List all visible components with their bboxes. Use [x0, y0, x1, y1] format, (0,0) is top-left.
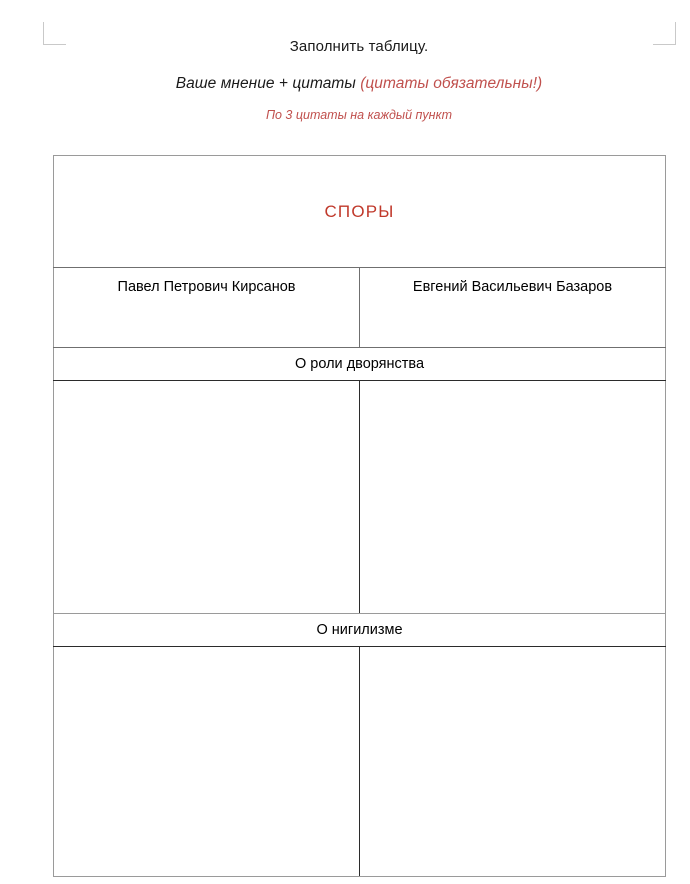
- table-title-cell: [54, 156, 666, 268]
- instruction-line-2: [53, 74, 665, 93]
- answer-text-nihilism-kirsanov[interactable]: [54, 647, 359, 876]
- answer-cell-nobility-bazarov[interactable]: [360, 381, 666, 614]
- answer-cell-nihilism-bazarov[interactable]: [360, 647, 666, 877]
- answer-text-nihilism-bazarov[interactable]: [360, 647, 665, 876]
- table-header-row: [54, 268, 666, 348]
- section-header-nihilism-label: О нигилизме: [316, 622, 403, 638]
- answer-cell-nobility-kirsanov[interactable]: [54, 381, 360, 614]
- table-title-row: [54, 156, 666, 268]
- debates-table: [53, 155, 666, 877]
- answer-cell-nihilism-kirsanov[interactable]: [54, 647, 360, 877]
- section-row-nobility: [54, 348, 666, 381]
- instruction-line-2-accent: (цитаты обязательны!): [360, 74, 543, 92]
- section-header-nihilism-cell: [54, 614, 666, 647]
- answer-text-nobility-kirsanov[interactable]: [54, 381, 359, 613]
- column-header-bazarov: [360, 268, 666, 348]
- section-header-nobility-label: О роли дворянства: [294, 356, 425, 372]
- instruction-line-2-plain: Ваше мнение + цитаты: [175, 74, 361, 92]
- column-header-kirsanov-label: Павел Петрович Кирсанов: [117, 279, 296, 295]
- instruction-line-3: По 3 цитаты на каждый пункт: [265, 108, 453, 123]
- instruction-line-1: Заполнить таблицу.: [289, 38, 429, 55]
- answer-text-nobility-bazarov[interactable]: [360, 381, 665, 613]
- column-header-bazarov-label: Евгений Васильевич Базаров: [412, 279, 613, 295]
- document-headings: [53, 38, 665, 124]
- answer-row-nihilism: [54, 647, 666, 877]
- section-header-nobility-cell: [54, 348, 666, 381]
- table-title-text: СПОРЫ: [324, 201, 395, 221]
- answer-row-nobility: [54, 381, 666, 614]
- column-header-kirsanov: [54, 268, 360, 348]
- section-row-nihilism: [54, 614, 666, 647]
